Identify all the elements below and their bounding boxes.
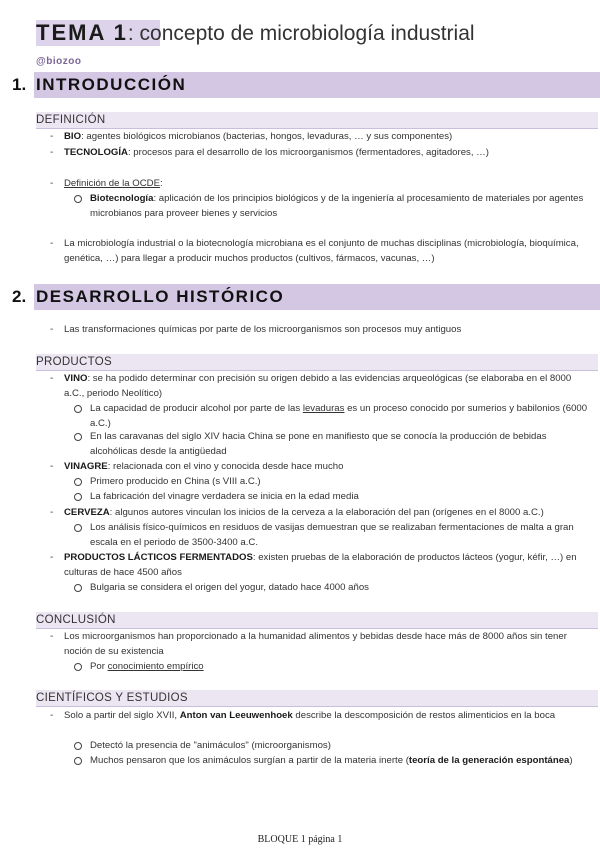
- sub-bullet-marker: [74, 405, 82, 413]
- list-item-transformaciones: Las transformaciones químicas por parte de los microorganismos son procesos muy antiguos: [64, 324, 462, 335]
- section-number: 2.: [12, 287, 27, 306]
- subheader-conclusion: CONCLUSIÓN: [36, 612, 598, 629]
- bullet-marker: -: [50, 507, 54, 518]
- sub-bullet-marker: [74, 524, 82, 532]
- title-rest: : concepto de microbiología industrial: [127, 22, 475, 45]
- list-item-animaculos: Detectó la presencia de "animáculos" (microorganismos): [90, 740, 331, 751]
- list-item-vino: VINO: se ha podido determinar con precisión su origen debido a las evidencias arqueológicas (se elaboraba en el 8000 a.C., periodo Neolítico): [64, 373, 572, 399]
- section-title: INTRODUCCIÓN: [36, 75, 187, 94]
- list-item-china: Primero producido en China (s VIII a.C.): [90, 476, 261, 487]
- section-number: 1.: [12, 75, 27, 94]
- bullet-marker: -: [50, 373, 54, 384]
- section-header-introduccion: [12, 72, 600, 98]
- bullet-marker: -: [50, 631, 54, 642]
- list-item-biotecnologia: Biotecnología: aplicación de los principios biológicos y de la ingeniería al procesamiento de materiales por agentes microbianos para proveer bienes y servicios: [90, 193, 584, 219]
- list-item-tecnologia: TECNOLOGÍA: procesos para el desarrollo de los microorganismos (fermentadores, agitadores, …): [64, 147, 489, 158]
- section-title: DESARROLLO HISTÓRICO: [36, 287, 285, 306]
- subheader-definicion: DEFINICIÓN: [36, 112, 598, 129]
- bullet-marker: -: [50, 324, 54, 335]
- bullet-marker: -: [50, 710, 54, 721]
- sub-bullet-marker: [74, 493, 82, 501]
- list-item-edad-media: La fabricación del vinagre verdadera se inicia en la edad media: [90, 491, 359, 502]
- sub-bullet-marker: [74, 584, 82, 592]
- author-handle: @biozoo: [36, 56, 82, 67]
- list-item-bio: BIO: agentes biológicos microbianos (bacterias, hongos, levaduras, … y sus componentes): [64, 131, 453, 142]
- sub-bullet-marker: [74, 195, 82, 203]
- page-title: [36, 16, 596, 50]
- list-item-microbiologia: La microbiología industrial o la biotecnología microbiana es el conjunto de muchas disciplinas (microbiología, bioquímica, genética, …) para llegar a producir muchos productos (cultivos, fármacos, vacunas, …): [64, 238, 579, 264]
- list-item-lacticos: PRODUCTOS LÁCTICOS FERMENTADOS: existen pruebas de la elaboración de productos lácteos (yogur, kéfir, …) en culturas de hace 4500 años: [64, 552, 577, 578]
- list-item-generacion-espontanea: Muchos pensaron que los animáculos surgían a partir de la materia inerte (teoría de la generación espontánea): [90, 755, 573, 766]
- list-item-empirico: Por conocimiento empírico: [90, 661, 204, 672]
- bullet-marker: -: [50, 238, 54, 249]
- section-header-desarrollo: [12, 284, 600, 310]
- sub-bullet-marker: [74, 742, 82, 750]
- sub-bullet-marker: [74, 433, 82, 441]
- sub-bullet-marker: [74, 478, 82, 486]
- sub-bullet-marker: [74, 757, 82, 765]
- list-item-vinagre: VINAGRE: relacionada con el vino y conocida desde hace mucho: [64, 461, 344, 472]
- subheader-productos: PRODUCTOS: [36, 354, 598, 371]
- sub-bullet-marker: [74, 663, 82, 671]
- title-strong: TEMA 1: [36, 20, 128, 45]
- bullet-marker: -: [50, 131, 54, 142]
- list-item-ocde: Definición de la OCDE:: [64, 178, 163, 189]
- list-item-conclusion: Los microorganismos han proporcionado a la humanidad alimentos y bebidas desde hace más de 8000 años sin tener noción de su existencia: [64, 631, 567, 657]
- list-item-leeuwenhoek: Solo a partir del siglo XVII, Anton van Leeuwenhoek describe la descomposición de restos alimenticios en la boca: [64, 710, 556, 721]
- bullet-marker: -: [50, 147, 54, 158]
- bullet-marker: -: [50, 552, 54, 563]
- list-item-cerveza: CERVEZA: algunos autores vinculan los inicios de la cerveza a la elaboración del pan (orígenes en el 8000 a.C.): [64, 507, 544, 518]
- list-item-bulgaria: Bulgaria se considera el origen del yogur, datado hace 4000 años: [90, 582, 369, 593]
- bullet-marker: -: [50, 461, 54, 472]
- list-item-analisis: Los análisis físico-químicos en residuos de vasijas demuestran que se realizaban fermentaciones de malta a gran escala en el periodo de 3500-3400 a.C.: [90, 522, 574, 548]
- bullet-marker: -: [50, 178, 54, 189]
- page-footer: BLOQUE 1 página 1: [257, 834, 343, 845]
- subheader-cientificos: CIENTÍFICOS Y ESTUDIOS: [36, 690, 598, 707]
- list-item-levaduras: La capacidad de producir alcohol por parte de las levaduras es un proceso conocido por sumerios y babilonios (6000 a.C.): [90, 403, 588, 429]
- list-item-caravanas: En las caravanas del siglo XIV hacia China se pone en manifiesto que se conocía la producción de bebidas alcohólicas desde la antigüedad: [90, 431, 547, 457]
